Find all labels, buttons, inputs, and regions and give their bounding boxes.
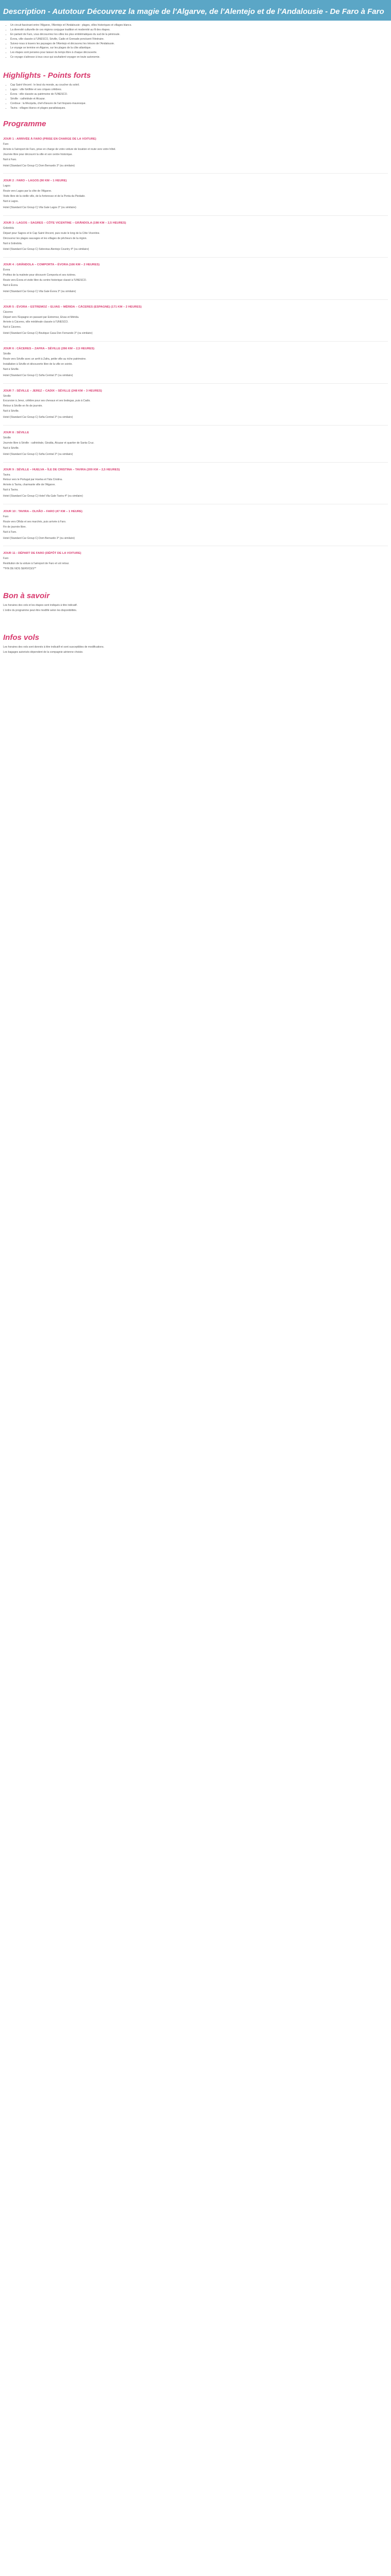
day-location: Séville (3, 394, 11, 398)
day-paragraph: Nuit à Cáceres. (3, 326, 22, 329)
day-location: Séville (3, 436, 11, 440)
highlight-item: • Évora : ville classée au patrimoine de l'UNESCO. (10, 93, 388, 97)
day-title: JOUR 6 : CÁCERES – ZAFRA – SÉVILLE (266 KM – 2,5 HEURES) (3, 347, 94, 351)
day-paragraph: Fin de journée libre. (3, 525, 27, 529)
day-hotel: Hotel (Standard Car Group C) Sobreiras Alentejo Country 4* (ou similaire) (3, 248, 89, 251)
day-title: JOUR 1 : ARRIVÉE À FARO (PRISE EN CHARGE DE LA VOITURE) (3, 137, 96, 141)
highlights-section (3, 83, 388, 110)
day-hotel: Hotel (Standard Car Group C) Sofia Central 3* (ou similaire) (3, 416, 73, 419)
day-paragraph: Restitution de la voiture à l'aéroport de Faro et vol retour. (3, 562, 70, 566)
day-location: Séville (3, 352, 11, 356)
intro-item: • Un circuit fascinant entre l'Algarve, l'Alentejo et l'Andalousie : plages, villes historiques et villages blancs. (10, 24, 388, 28)
day-hotel: Hotel (Standard Car Group C) Dom Bernardo 3* (ou similaire) (3, 164, 75, 167)
intro-section (0, 21, 391, 62)
day-paragraph: Découvrez les plages sauvages et les villages de pêcheurs de la région. (3, 236, 87, 240)
day-paragraph: Arrivée à Cáceres, ville médiévale classée à l'UNESCO. (3, 320, 69, 324)
day-paragraph: Retour vers le Portugal par Huelva et l'Isla Cristina. (3, 478, 63, 482)
day-block (3, 504, 388, 540)
bon-a-savoir-text: L'ordre du programme peut être modifié selon les disponibilités. (3, 609, 77, 613)
intro-item: • Les étapes sont pensées pour laisser du temps libre à chaque découverte. (10, 51, 388, 55)
day-paragraph: Nuit à Grândola. (3, 242, 23, 245)
highlights-list (3, 83, 388, 110)
day-block (3, 546, 388, 571)
day-location: Faro (3, 142, 9, 146)
intro-item: • En partant de Faro, vous découvrirez les villes les plus emblématiques du sud de la péninsule. (10, 33, 388, 37)
day-hotel: Hotel (Standard Car Group C) Sofia Central 3* (ou similaire) (3, 374, 73, 377)
intro-item: • Suivez-nous à travers les paysages de l'Alentejo et découvrez les trésors de l'Andalousie. (10, 42, 388, 46)
day-block (3, 426, 388, 457)
intro-item: • La diversité culturelle de ces régions conjugue tradition et modernité au fil des étapes. (10, 28, 388, 32)
infos-vols-text: Les bagages autorisés dépendent de la compagnie aérienne choisie. (3, 651, 84, 654)
programme-heading: Programme (3, 119, 46, 128)
day-paragraph: Arrivée à l'aéroport de Faro, prise en charge de votre voiture de location et route vers votre hôtel. (3, 147, 116, 151)
day-paragraph: Journée libre à Séville : cathédrale, Giralda, Alcazar et quartier de Santa Cruz. (3, 441, 94, 445)
day-paragraph: Visite libre de la vieille ville, de la forteresse et de la Ponta da Piedade. (3, 195, 86, 198)
day-paragraph: Nuit à Faro. (3, 530, 17, 534)
day-location: Faro (3, 515, 9, 518)
highlight-item: • Tavira : villages blancs et plages paradisiaques. (10, 107, 388, 111)
intro-list (3, 24, 388, 60)
day-hotel: Hotel (Standard Car Group C) Vila Gale Évora 3* (ou similaire) (3, 290, 76, 293)
bon-a-savoir-text: Les horaires des vols et les étapes sont indiqués à titre indicatif. (3, 604, 78, 607)
highlight-item: • Cap Saint-Vincent : le bout du monde, au coucher du soleil. (10, 83, 388, 88)
day-paragraph: Nuit à Lagos. (3, 200, 19, 204)
day-paragraph: Route vers Olhão et ses marchés, puis arrivée à Faro. (3, 520, 67, 523)
day-location: Cáceres (3, 310, 13, 314)
title-bar (0, 0, 391, 21)
day-paragraph: Installation à Séville et découverte libre de la ville en soirée. (3, 362, 73, 366)
day-paragraph: Retour à Séville en fin de journée. (3, 404, 43, 408)
day-location: Faro (3, 557, 9, 561)
day-title: JOUR 7 : SÉVILLE – JEREZ – CADIX – SÉVILLE (248 KM – 3 HEURES) (3, 389, 102, 393)
day-paragraph: Route vers Évora et visite libre du centre historique classé à l'UNESCO. (3, 279, 87, 282)
day-hotel: Hotel (Standard Car Group C) Dom Bernardo 3* (ou similaire) (3, 536, 75, 540)
day-paragraph: Arrivée à Tavira, charmante ville de l'Algarve. (3, 483, 56, 487)
day-block (3, 216, 388, 252)
day-location: Tavira (3, 473, 10, 477)
bon-a-savoir-heading: Bon à savoir (3, 591, 50, 601)
day-block (3, 384, 388, 420)
day-hotel: Hotel (Standard Car Group C) Boutique Casa Don Fernando 3* (ou similaire) (3, 332, 93, 335)
day-block (3, 463, 388, 499)
day-title: JOUR 5 : ÉVORA – ESTREMOZ – ELVAS – MÉRIDA – CÁCERES (ESPAGNE) (171 KM – 2 HEURES) (3, 305, 142, 309)
infos-vols-section (3, 646, 388, 655)
day-block (3, 132, 388, 168)
day-location: Grândola (3, 226, 14, 230)
day-paragraph: Nuit à Tavira. (3, 488, 19, 492)
day-paragraph: Route vers Lagos par la côte de l'Algarve. (3, 190, 52, 193)
bon-a-savoir-section (3, 604, 388, 613)
day-paragraph: Nuit à Faro. (3, 158, 17, 161)
infos-vols-text: Les horaires des vols sont donnés à titre indicatif et sont susceptibles de modifications. (3, 646, 104, 649)
day-title: JOUR 10 : TAVIRA – OLHÃO – FARO (47 KM – 1 HEURE) (3, 510, 83, 514)
day-title: JOUR 4 : GRÂNDOLA – COMPORTA – ÉVORA (166 KM – 2 HEURES) (3, 263, 100, 267)
page-title: Description - Autotour Découvrez la magie de l'Algarve, de l'Alentejo et de l'Andalousie - De Faro à Faro (3, 7, 384, 16)
programme-days (0, 132, 391, 571)
day-block (3, 174, 388, 210)
day-block (3, 342, 388, 378)
day-paragraph: Nuit à Séville. (3, 367, 20, 371)
highlight-item: • Lagos : ville fortifiée et ses criques célèbres. (10, 88, 388, 92)
day-location: Lagos (3, 184, 10, 188)
day-paragraph: **FIN DE NOS SERVICES** (3, 567, 37, 571)
day-title: JOUR 3 : LAGOS – SAGRES – CÔTE VICENTINE – GRÂNDOLA (198 KM – 2,5 HEURES) (3, 221, 126, 225)
day-paragraph: Nuit à Séville. (3, 410, 20, 413)
highlights-heading: Highlights - Points forts (3, 71, 91, 80)
day-hotel: Hotel (Standard Car Group C) Sofia Central 3* (ou similaire) (3, 452, 73, 456)
day-title: JOUR 11 : DÉPART DE FARO (DÉPÔT DE LA VOITURE) (3, 552, 82, 555)
day-title: JOUR 2 : FARO – LAGOS (90 KM – 1 HEURE) (3, 179, 67, 183)
day-paragraph: Route vers Séville avec un arrêt à Zafra, petite ville au riche patrimoine. (3, 358, 87, 361)
day-block (3, 258, 388, 294)
highlight-item: • Séville : cathédrale et Alcazar. (10, 97, 388, 101)
day-paragraph: Nuit à Séville. (3, 446, 20, 450)
intro-item: • Ce voyage s'adresse à tous ceux qui souhaitent voyager en toute autonomie. (10, 56, 388, 60)
day-title: JOUR 9 : SÉVILLE – HUELVA – ÎLE DE CRISTINA – TAVIRA (209 KM – 2,5 HEURES) (3, 468, 120, 471)
day-paragraph: Profitez de la matinée pour découvrir Comporta et ses rizières. (3, 274, 76, 277)
day-paragraph: Départ vers l'Espagne en passant par Estremoz, Elvas et Mérida. (3, 315, 79, 319)
day-paragraph: Départ pour Sagres et le Cap Saint-Vincent, puis route le long de la Côte Vicentine. (3, 231, 100, 235)
page (0, 0, 391, 663)
day-block (3, 300, 388, 336)
day-paragraph: Nuit à Évora. (3, 283, 19, 287)
highlight-item: • Cordoue : la Mezquita, chef-d'œuvre de l'art hispano-mauresque. (10, 102, 388, 106)
infos-vols-heading: Infos vols (3, 633, 40, 642)
day-paragraph: Journée libre pour découvrir la ville et son centre historique. (3, 152, 73, 156)
intro-item: • Le voyage se termine en Algarve, sur les plages de la côte atlantique. (10, 46, 388, 50)
day-hotel: Hotel (Standard Car Group C) Hotel Vila Gale Tavira 4* (ou similaire) (3, 495, 83, 498)
intro-item: • Évora, ville classée à l'UNESCO, Séville, Cadix et Grenade ponctuent l'itinéraire. (10, 38, 388, 42)
day-location: Évora (3, 268, 10, 272)
day-title: JOUR 8 : SÉVILLE (3, 431, 29, 435)
day-paragraph: Excursion à Jerez, célèbre pour ses chevaux et ses bodegas, puis à Cadix. (3, 399, 91, 403)
day-hotel: Hotel (Standard Car Group C) Vila Gale Lagos 3* (ou similaire) (3, 206, 76, 209)
